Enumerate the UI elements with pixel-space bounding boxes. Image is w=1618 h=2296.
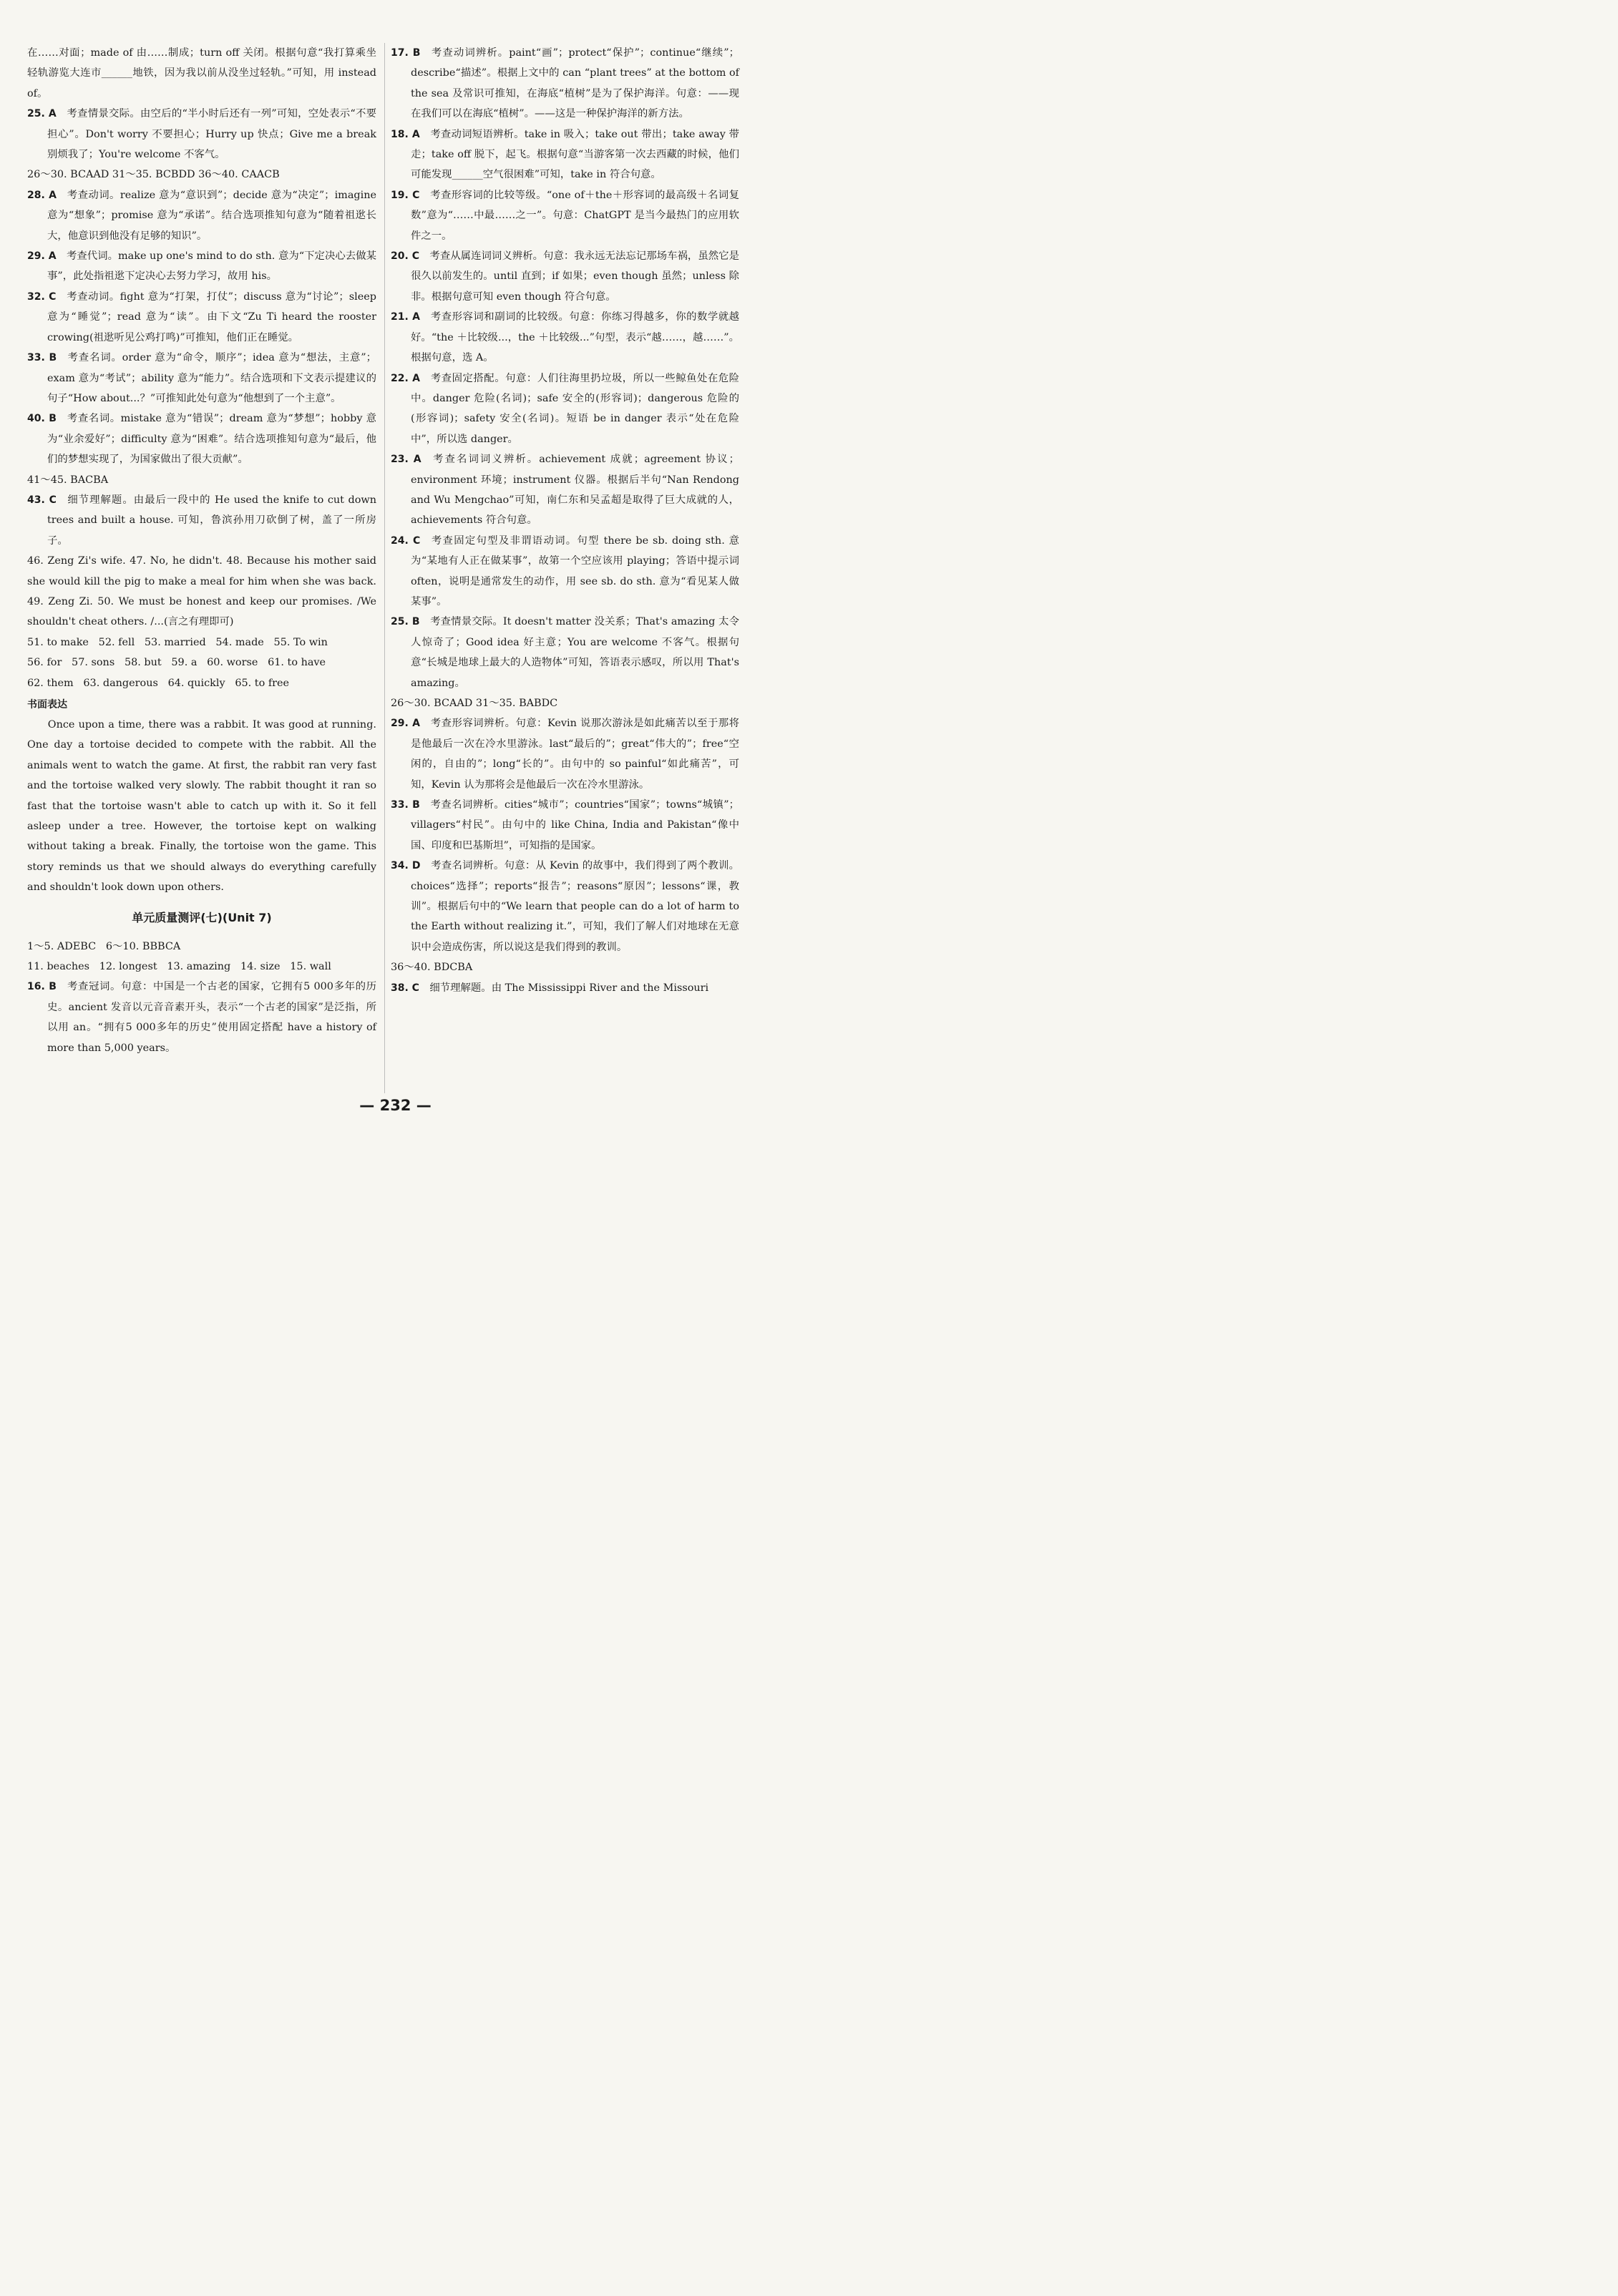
answer-explanation: 考查动词。fight 意为“打架，打仗”；discuss 意为“讨论”；sleep 意为“睡觉”；read 意为“读”。由下文“Zu Ti heard the rooster crowing(祖逖听见公鸡打鸣)”可推知，他们正在睡觉。 (47, 290, 376, 343)
answer-line: 11. beaches 12. longest 13. amazing 14. size 15. wall (27, 961, 331, 973)
answer-number: 28. A (27, 189, 57, 201)
answer-line: 1～5. ADEBC 6～10. BBBCA (27, 940, 181, 952)
answer-explanation: 考查情景交际。It doesn't matter 没关系；That's amazing 太令人惊奇了；Good idea 好主意；You are welcome 不客气。根据句意“长城是地球上最大的人造物体”可知，答语表示感叹，所以用 That's amazing。 (411, 616, 739, 689)
answer-line: 26～30. BCAAD 31～35. BCBDD 36～40. CAACB (27, 169, 280, 181)
answer-item (391, 531, 739, 612)
answer-number: 33. B (27, 352, 57, 364)
left-column (27, 43, 376, 1058)
answer-item (391, 124, 739, 185)
answer-number: 16. B (27, 981, 57, 993)
answer-number: 17. B (391, 47, 421, 59)
answer-explanation: 考查形容词的比较等级。“one of＋the＋形容词的最高级＋名词复数”意为“……中最……之一”。句意：ChatGPT 是当今最热门的应用软件之一。 (411, 189, 739, 242)
answer-number: 18. A (391, 128, 420, 140)
answer-number: 25. A (27, 108, 57, 120)
answer-item (27, 185, 376, 246)
answer-item (391, 449, 739, 531)
answer-item (391, 856, 739, 957)
answer-key-page (0, 0, 791, 1122)
answer-explanation: 考查代词。make up one's mind to do sth. 意为“下定决心去做某事”，此处指祖逖下定决心去努力学习，故用 his。 (47, 250, 376, 283)
answer-number: 32. C (27, 290, 57, 303)
answer-number: 24. C (391, 534, 421, 547)
answer-line: 41～45. BACBA (27, 474, 109, 486)
column-divider (384, 43, 385, 1093)
answer-number: 19. C (391, 189, 420, 201)
answer-number: 34. D (391, 860, 421, 872)
answer-item (391, 368, 739, 450)
answer-item (391, 978, 739, 998)
answer-line: 56. for 57. sons 58. but 59. a 60. worse 61. to have (27, 657, 326, 669)
answer-item (391, 246, 739, 307)
answer-item (27, 977, 376, 1058)
answer-explanation: 考查名词。order 意为“命令，顺序”；idea 意为“想法，主意”；exam 意为“考试”；ability 意为“能力”。结合选项和下文表示提建议的句子“How about...？”可推知此处句意为“他想到了一个主意”。 (47, 352, 376, 404)
answer-number: 20. C (391, 250, 419, 263)
answer-number: 43. C (27, 494, 57, 506)
answer-item (391, 795, 739, 856)
answer-number: 38. C (391, 982, 419, 994)
answer-line: 62. them 63. dangerous 64. quickly 65. to free (27, 677, 290, 689)
answer-item (27, 490, 376, 551)
answer-explanation: 考查名词词义辨析。achievement 成就；agreement 协议；environment 环境；instrument 仪器。根据后半句“Nan Rendong and Wu Mengchao”可知，南仁东和吴孟超是取得了巨大成就的人，achievements 符合句意。 (411, 454, 740, 527)
right-column (391, 43, 739, 998)
answer-item (27, 287, 376, 348)
answer-explanation: 考查名词辨析。cities“城市”；countries“国家”；towns“城镇”；villagers“村民”。由句中的 like China, India and Pakistan“像中国、印度和巴基斯坦”，可知指的是国家。 (411, 799, 739, 851)
answer-line: 26～30. BCAAD 31～35. BABDC (391, 698, 558, 709)
essay-paragraph: Once upon a time, there was a rabbit. It was good at running. One day a tortoise decided to compete with the rabbit. All the animals went to watch the game. At first, the rabbit ran very fast and the tortoise walked very slowly. The rabbit thought it ran so fast that the tortoise wasn't able to catch up with it. So it fell asleep under a tree. However, the tortoise kept on walking without taking a break. Finally, the tortoise won the game. This story reminds us that we should always do everything carefully and shouldn't look down upon others. (27, 719, 376, 894)
section-title: 单元质量测评(七)(Unit 7) (132, 910, 272, 924)
subsection-heading: 书面表达 (27, 699, 67, 710)
answer-item (27, 246, 376, 287)
answer-item (391, 43, 739, 124)
answer-number: 25. B (391, 616, 420, 628)
answer-item (391, 612, 739, 693)
answer-number: 29. A (391, 718, 420, 730)
answer-item (27, 104, 376, 165)
answer-explanation: 细节理解题。由最后一段中的 He used the knife to cut down trees and built a house. 可知，鲁滨孙用刀砍倒了树，盖了一所房子。 (47, 494, 376, 547)
answer-item (391, 307, 739, 368)
answer-number: 40. B (27, 413, 57, 425)
answer-explanation: 考查从属连词词义辨析。句意：我永远无法忘记那场车祸，虽然它是很久以前发生的。until 直到；if 如果；even though 虽然；unless 除非。根据句意可知 even though 符合句意。 (411, 250, 739, 303)
answer-number: 33. B (391, 799, 420, 811)
answer-number: 22. A (391, 372, 421, 384)
answer-explanation: 细节理解题。由 The Mississippi River and the Missouri (429, 982, 709, 994)
answer-explanation: 考查形容词辨析。句意：Kevin 说那次游泳是如此痛苦以至于那将是他最后一次在冷水里游泳。last“最后的”；great“伟大的”；free“空闲的，自由的”；long“长的”。由句中的 so painful“如此痛苦”，可知，Kevin 认为那将会是他最后一次在冷水里游泳。 (411, 718, 739, 791)
answer-explanation: 考查固定句型及非谓语动词。句型 there be sb. doing sth. 意为“某地有人正在做某事”，故第一个空应该用 playing；答语中提示词 often，说明是通常发生的动作，用 see sb. do sth. 意为“看见某人做某事”。 (411, 534, 739, 607)
answer-number: 21. A (391, 311, 421, 323)
answer-line: 51. to make 52. fell 53. married 54. made 55. To win (27, 636, 328, 648)
answer-explanation: 考查形容词和副词的比较级。句意：你练习得越多，你的数学就越好。“the ＋比较级...，the ＋比较级...”句型，表示“越……，越……”。根据句意，选 A。 (411, 311, 739, 364)
answer-line: 46. Zeng Zi's wife. 47. No, he didn't. 48. Because his mother said she would kill the pig to make a meal for him when she was back. 49. Zeng Zi. 50. We must be honest and keep our promises. /We shouldn't cheat others. /...(言之有理即可) (27, 555, 376, 628)
answer-explanation: 考查动词短语辨析。take in 吸入；take out 带出；take away 带走；take off 脱下，起飞。根据句意“当游客第一次去西藏的时候，他们可能发现______空气很困难”可知，take in 符合句意。 (411, 128, 740, 181)
answer-explanation: 考查固定搭配。句意：人们往海里扔垃圾，所以一些鲸鱼处在危险中。danger 危险(名词)；safe 安全的(形容词)；dangerous 危险的(形容词)；safety 安全(名词)。短语 be in danger 表示“处在危险中”，所以选 danger。 (411, 372, 739, 445)
answer-item (391, 185, 739, 246)
answer-item (391, 713, 739, 795)
answer-explanation: 考查名词。mistake 意为“错误”；dream 意为“梦想”；hobby 意为“业余爱好”；difficulty 意为“困难”。结合选项推知句意为“最后，他们的梦想实现了，为国家做出了很大贡献”。 (47, 413, 376, 466)
answer-explanation: 考查情景交际。由空后的“半小时后还有一列”可知，空处表示“不要担心”。Don't worry 不要担心；Hurry up 快点；Give me a break 别烦我了；You're welcome 不客气。 (47, 108, 376, 161)
answer-number: 23. A (391, 454, 421, 466)
answer-item (27, 409, 376, 469)
answer-line: 36～40. BDCBA (391, 962, 473, 974)
answer-item (27, 348, 376, 409)
answer-explanation: 考查冠词。句意：中国是一个古老的国家，它拥有5 000多年的历史。ancient 发音以元音音素开头，表示“一个古老的国家”是泛指，所以用 an。“拥有5 000多年的历史”使用固定搭配 have a history of more than 5,000 years。 (47, 981, 376, 1054)
answer-line: 在……对面；made of 由……制成；turn off 关闭。根据句意“我打算乘坐轻轨游览大连市______地铁，因为我以前从没坐过轻轨。”可知，用 instead of。 (27, 47, 376, 99)
answer-explanation: 考查名词辨析。句意：从 Kevin 的故事中，我们得到了两个教训。choices“选择”；reports“报告”；reasons“原因”；lessons“课，教训”。根据后句中的“We learn that people can do a lot of harm to the Earth without realizing it.”，可知，我们了解人们对地球在无意识中会造成伤害，所以说这是我们得到的教训。 (411, 860, 739, 953)
answer-explanation: 考查动词辨析。paint“画”；protect“保护”；continue“继续”；describe“描述”。根据上文中的 can “plant trees” at the bottom of the sea 及常识可推知，在海底“植树”是为了保护海洋。句意：——现在我们可以在海底“植树”。——这是一种保护海洋的新方法。 (411, 47, 739, 120)
page-number: — 232 — (359, 1097, 432, 1114)
answer-number: 29. A (27, 250, 57, 263)
answer-explanation: 考查动词。realize 意为“意识到”；decide 意为“决定”；imagine 意为“想象”；promise 意为“承诺”。结合选项推知句意为“随着祖逖长大，他意识到他没有足够的知识”。 (47, 189, 376, 242)
